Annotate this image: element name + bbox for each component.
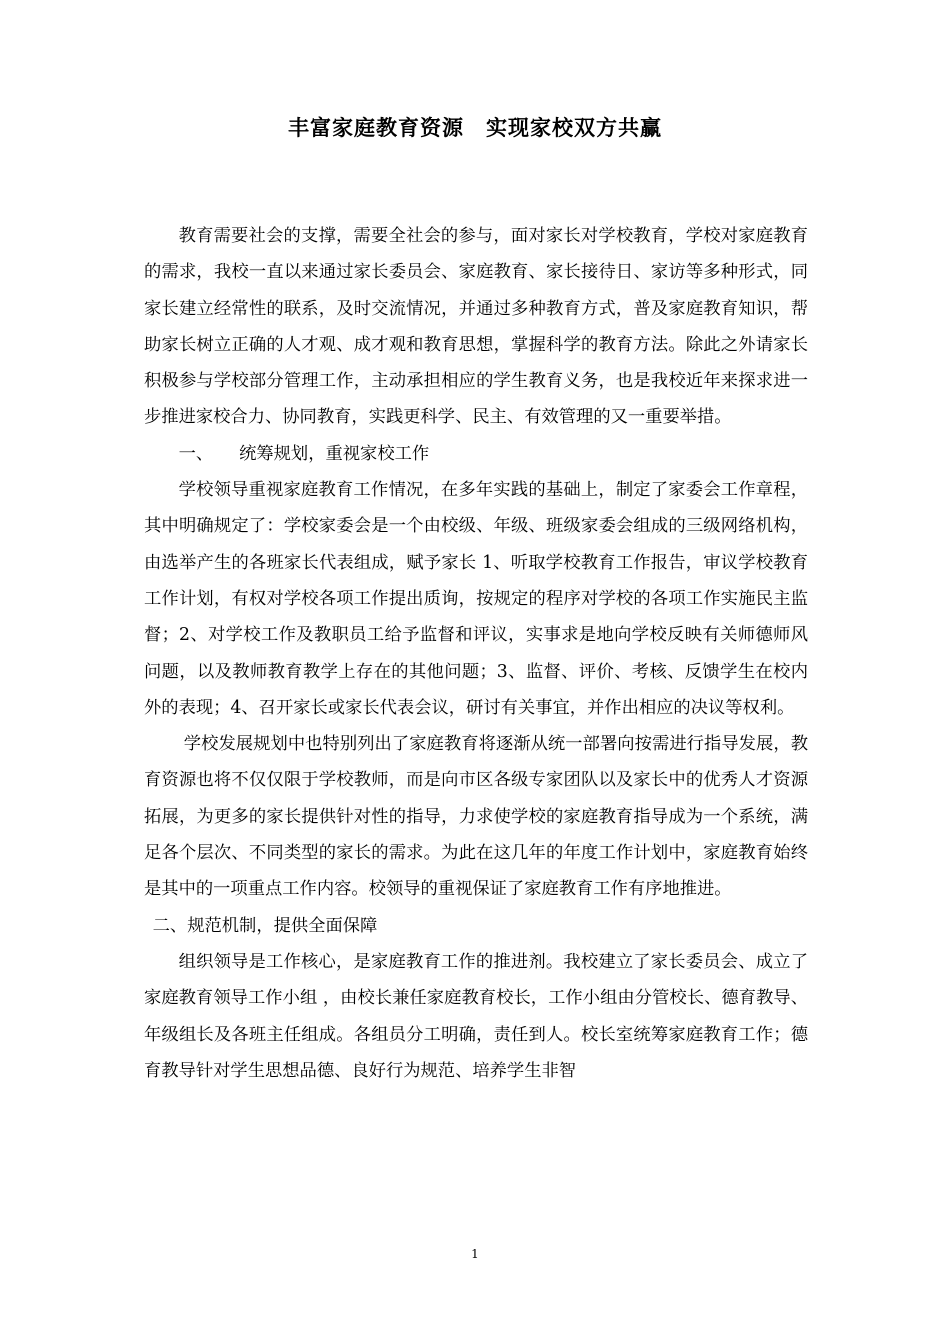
document-body bbox=[144, 218, 808, 1089]
paragraph-section2-organization: 组织领导是工作核心，是家庭教育工作的推进剂。我校建立了家长委员会、成立了家庭教育领导工作小组 ，由校长兼任家庭教育校长，工作小组由分管校长、德育教导、年级组长及各班主任组成。各组员分工明确，责任到人。校长室统筹家庭教育工作；德育教导针对学生思想品德、良好行为规范、培养学生非智 bbox=[144, 951, 808, 1081]
paragraph-section1-rules: 学校领导重视家庭教育工作情况，在多年实践的基础上，制定了家委会工作章程，其中明确规定了：学校家委会是一个由校级、年级、班级家委会组成的三级网络机构，由选举产生的各班家长代表组成，赋予家长 1、听取学校教育工作报告，审议学校教育工作计划，有权对学校各项工作提出质询，按规定的程序对学校的各项工作实施民主监督；2、对学校工作及教职员工给予监督和评议，实事求是地向学校反映有关师德师风问题，以及教师教育教学上存在的其他问题；3、监督、评价、考核、反馈学生在校内外的表现；4、召开家长或家长代表会议，研讨有关事宜，并作出相应的决议等权利。 bbox=[144, 480, 808, 718]
page-number: 1 bbox=[471, 1247, 479, 1261]
section-heading-2: 二、规范机制，提供全面保障 bbox=[152, 915, 378, 936]
document-title: 丰富家庭教育资源 实现家校双方共赢 bbox=[288, 116, 662, 140]
paragraph-section1-plan: 学校发展规划中也特别列出了家庭教育将逐渐从统一部署向按需进行指导发展，教育资源也将不仅仅限于学校教师，而是向市区各级专家团队以及家长中的优秀人才资源拓展，为更多的家长提供针对性的指导，力求使学校的家庭教育指导成为一个系统，满足各个层次、不同类型的家长的需求。为此在这几年的年度工作计划中，家庭教育始终是其中的一项重点工作内容。校领导的重视保证了家庭教育工作有序地推进。 bbox=[144, 734, 808, 900]
section-heading-1: 一、 统筹规划，重视家校工作 bbox=[178, 443, 430, 464]
paragraph-intro: 教育需要社会的支撑，需要全社会的参与，面对家长对学校教育，学校对家庭教育的需求，我校一直以来通过家长委员会、家庭教育、家长接待日、家访等多种形式，同家长建立经常性的联系，及时交流情况，并通过多种教育方式，普及家庭教育知识，帮助家长树立正确的人才观、成才观和教育思想，掌握科学的教育方法。除此之外请家长积极参与学校部分管理工作，主动承担相应的学生教育义务，也是我校近年来探求进一步推进家校合力、协同教育，实践更科学、民主、有效管理的又一重要举措。 bbox=[144, 226, 808, 428]
